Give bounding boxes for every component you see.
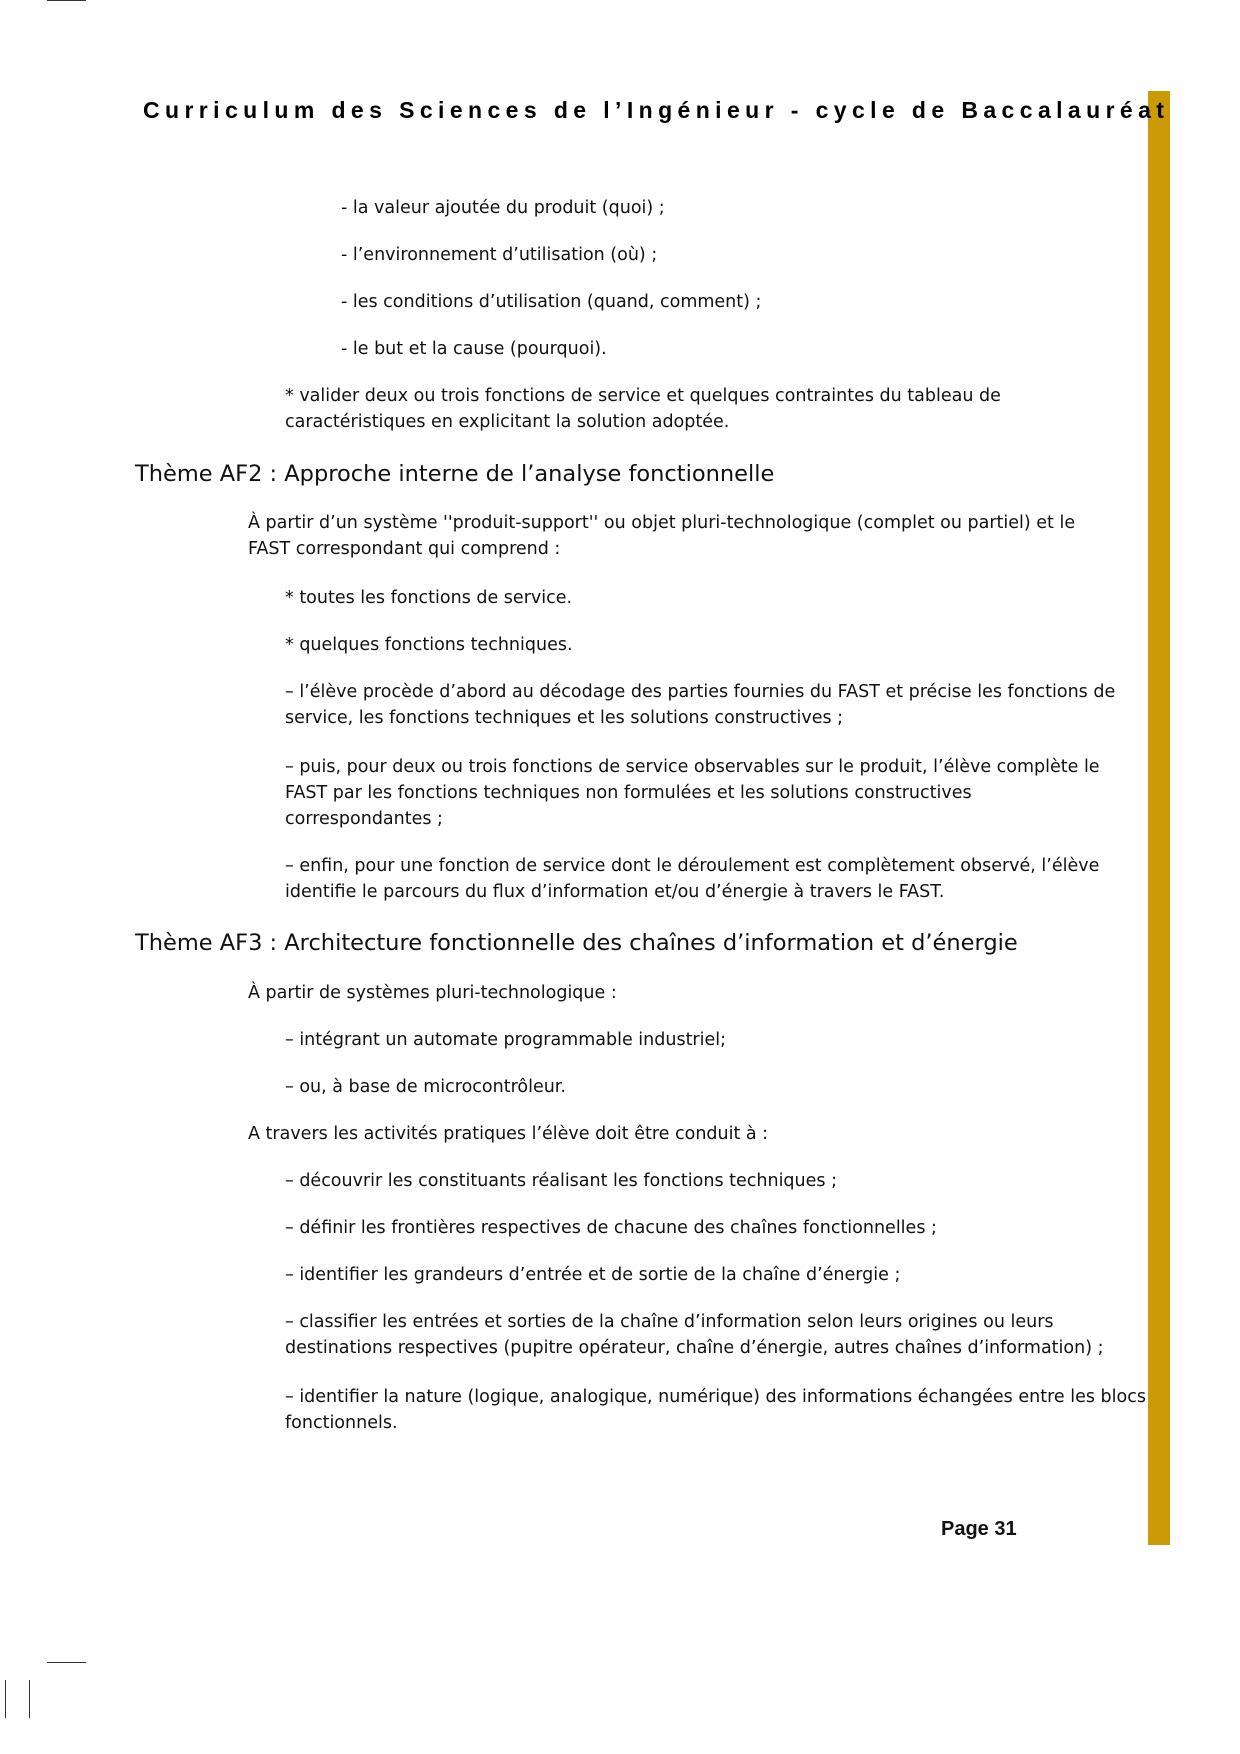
af1-question-item: - les conditions d’utilisation (quand, comment) ; [341, 292, 762, 312]
af2-star-item: * quelques fonctions techniques. [285, 635, 573, 655]
af3-system-item: – ou, à base de microcontrôleur. [285, 1077, 566, 1097]
af2-intro-line: À partir d’un système ''produit-support'' ou objet pluri-technologique (complet ou partiel) et le [248, 513, 1076, 533]
af3-activity-item-line: – identifier la nature (logique, analogique, numérique) des informations échangées entre les blocs [285, 1387, 1146, 1407]
crop-mark-top [47, 0, 86, 1]
af2-star-item: * toutes les fonctions de service. [285, 588, 573, 608]
crop-mark-bottom [47, 1662, 86, 1663]
af1-validate-line: caractéristiques en explicitant la solution adoptée. [285, 412, 730, 432]
page-header-title: Curriculum des Sciences de l’Ingénieur - cycle de Baccalauréat [143, 97, 1170, 123]
af3-activity-item-line: – identifier les grandeurs d’entrée et de sortie de la chaîne d’énergie ; [285, 1265, 901, 1285]
af2-dash-item-line: – puis, pour deux ou trois fonctions de service observables sur le produit, l’élève complète le [285, 757, 1100, 777]
af2-dash-item-line: correspondantes ; [285, 809, 443, 829]
theme-af3-heading: Thème AF3 : Architecture fonctionnelle des chaînes d’information et d’énergie [135, 930, 1018, 956]
af1-question-item: - le but et la cause (pourquoi). [341, 339, 607, 359]
af2-dash-item-line: – l’élève procède d’abord au décodage des parties fournies du FAST et précise les fonctions de [285, 682, 1116, 702]
crop-mark-left-1 [5, 1680, 6, 1718]
af2-intro-line: FAST correspondant qui comprend : [248, 539, 561, 559]
af3-activity-item-line: – classifier les entrées et sorties de la chaîne d’information selon leurs origines ou leurs [285, 1312, 1054, 1332]
accent-side-bar [1148, 91, 1170, 1545]
af2-dash-item-line: FAST par les fonctions techniques non formulées et les solutions constructives [285, 783, 972, 803]
af1-validate-line: * valider deux ou trois fonctions de service et quelques contraintes du tableau de [285, 386, 1001, 406]
af2-dash-item-line: – enfin, pour une fonction de service dont le déroulement est complètement observé, l’élève [285, 856, 1100, 876]
af1-question-item: - l’environnement d’utilisation (où) ; [341, 245, 658, 265]
af3-activity-item-line: – définir les frontières respectives de chacune des chaînes fonctionnelles ; [285, 1218, 937, 1238]
af2-dash-item-line: identifie le parcours du flux d’information et/ou d’énergie à travers le FAST. [285, 882, 945, 902]
page-number: Page 31 [941, 1518, 1017, 1540]
crop-mark-left-2 [29, 1680, 30, 1718]
af3-activity-item-line: – découvrir les constituants réalisant les fonctions techniques ; [285, 1171, 837, 1191]
af3-activities-intro: A travers les activités pratiques l’élève doit être conduit à : [248, 1124, 769, 1144]
af3-activity-item-line: fonctionnels. [285, 1413, 398, 1433]
af1-question-item: - la valeur ajoutée du produit (quoi) ; [341, 198, 665, 218]
af3-system-item: – intégrant un automate programmable industriel; [285, 1030, 727, 1050]
af3-activity-item-line: destinations respectives (pupitre opérateur, chaîne d’énergie, autres chaînes d’information) ; [285, 1338, 1104, 1358]
af2-dash-item-line: service, les fonctions techniques et les solutions constructives ; [285, 708, 844, 728]
theme-af2-heading: Thème AF2 : Approche interne de l’analyse fonctionnelle [135, 461, 775, 487]
af3-intro: À partir de systèmes pluri-technologique : [248, 983, 617, 1003]
